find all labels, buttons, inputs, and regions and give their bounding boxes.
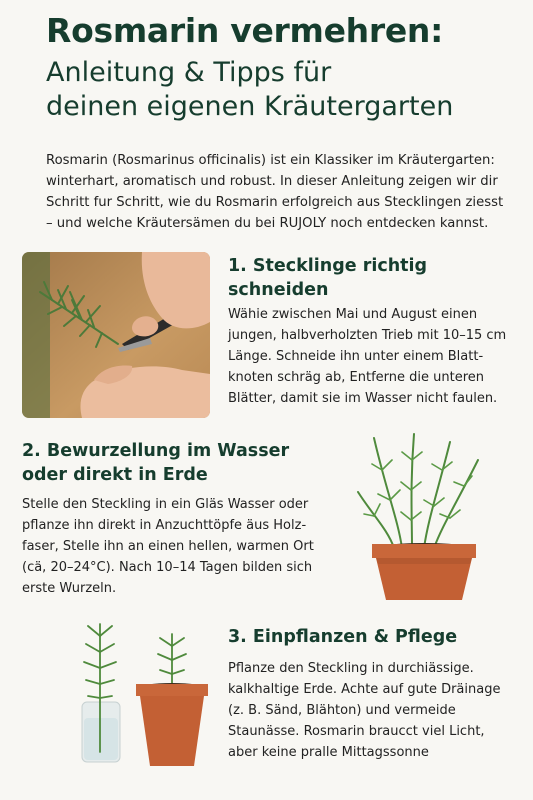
section-2-heading: 2. Bewurzellung im Wasser oder direkt in Erde (22, 441, 290, 485)
section-2-body: Stelle den Steckling in ein Gläs Wasser oder pflanze ihn direkt in Anzuchttöpfe äus Holz-faser, Stelle ihn an einen hellen, warmen Ort (cä, 20–24°C). Nach 10–14 Tagen bilden sich erste Wurzeln. (22, 497, 314, 596)
section-3-body: Pflanze den Steckling in durchiässige. kalkhaltige Erde. Achte auf gute Dräinage (z. B. Sänd, Blähton) und vermeide Staunässe. Rosmarin braucct viel Licht, aber keine pralle Mittagssonne (228, 661, 501, 760)
section-1-heading: 1. Stecklinge richtig schneiden (228, 256, 428, 300)
potted-rosemary-image (352, 430, 492, 602)
page-title: Rosmarin vermehren: (46, 11, 444, 50)
cutting-photo (22, 252, 210, 418)
subtitle-line-1: Anleitung & Tipps für (46, 57, 332, 88)
subtitle-line-2: deinen eigenen Kräutergarten (46, 91, 454, 122)
page-subtitle (46, 56, 453, 124)
section-1-body: Wähie zwischen Mai und August einen jungen, halbverholzten Trieb mit 10–15 cm Länge. Schneide ihn unter einem Blatt-knoten schräg ab, Entferne die unteren Blätter, damit sie im Wasser nicht faulen. (228, 307, 507, 406)
section-3-heading: 3. Einpflanzen & Pflege (228, 627, 458, 647)
cutting-glass-and-pot-image (60, 612, 220, 772)
intro-paragraph: Rosmarin (Rosmarinus officinalis) ist ein Klassiker im Kräutergarten: winterhart, aromatisch und robust. In dieser Anleitung zeigen wir dir Schritt fur Schritt, wie du Rosmarin erfolgreich aus Stecklingen ziesst – und welche Kräutersämen du bei RUJOLY noch entdecken kannst. (46, 153, 504, 231)
